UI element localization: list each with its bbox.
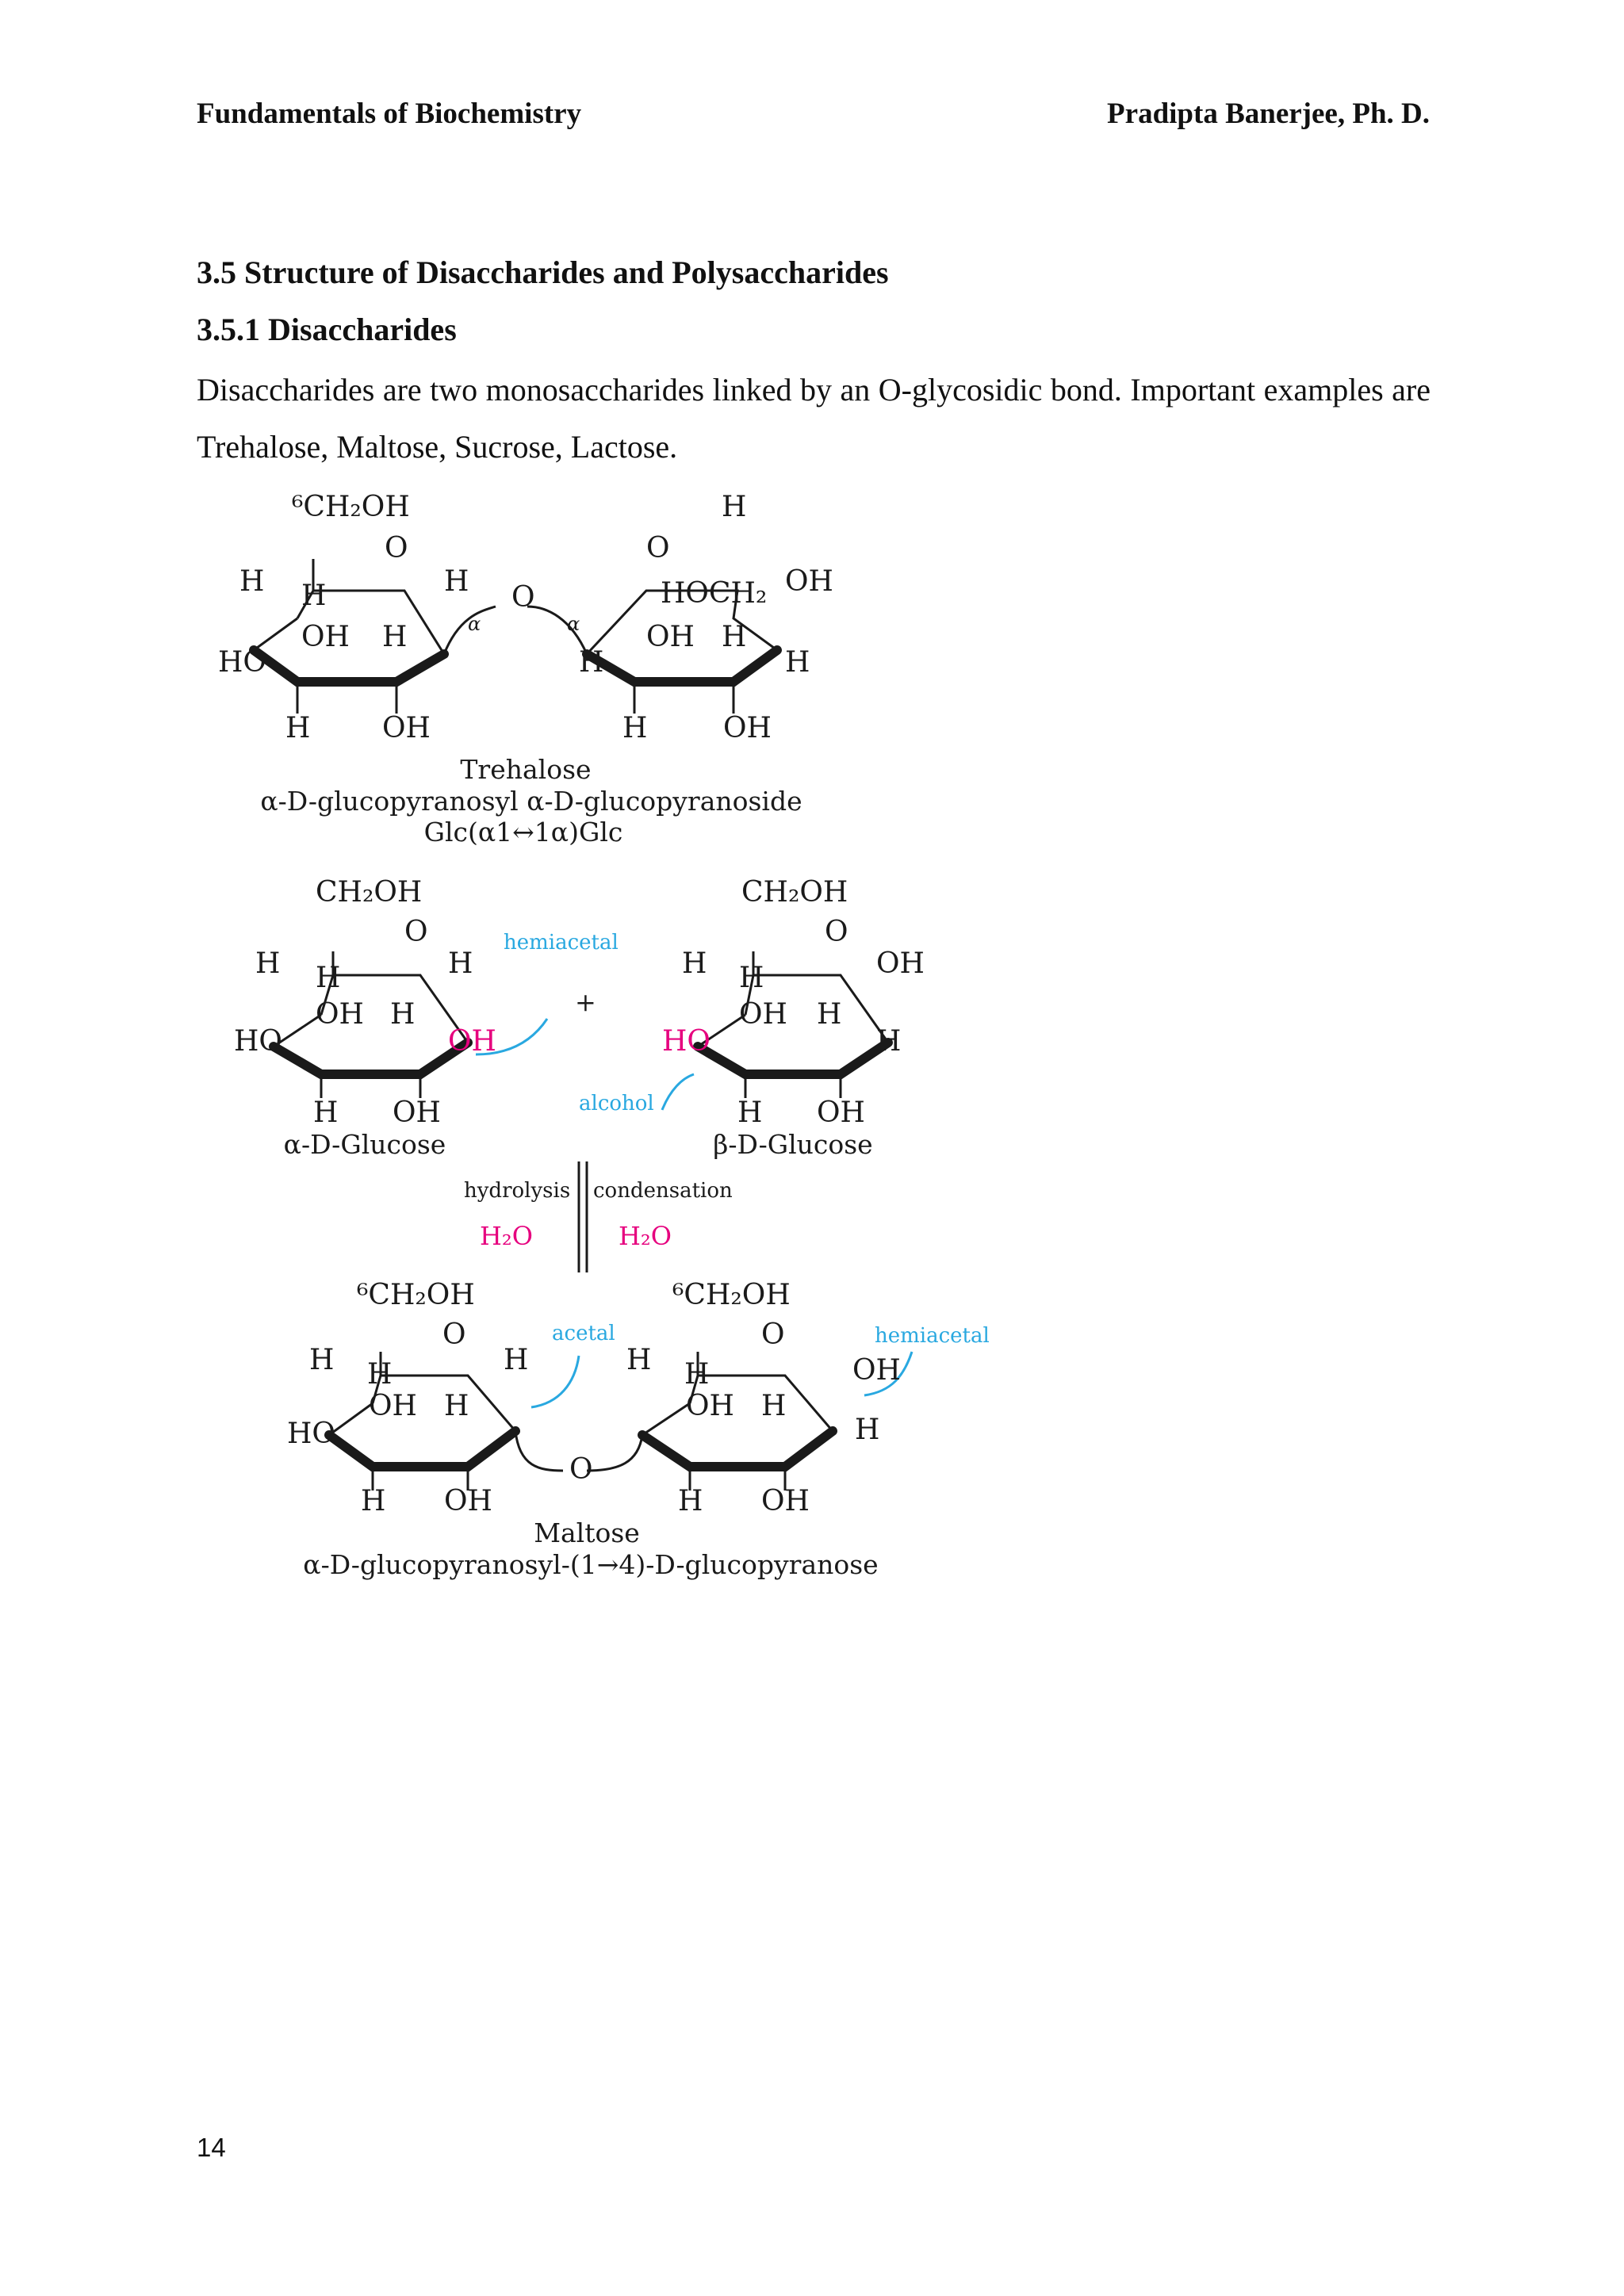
trehalose-left-ho: HO	[218, 646, 266, 679]
alpha-glucose-h2: H	[316, 962, 341, 994]
page-number: 14	[197, 2133, 226, 2162]
trehalose-alpha-left: α	[468, 613, 481, 635]
maltose-left-h2: H	[367, 1358, 393, 1391]
alpha-glucose-ho: HO	[234, 1025, 282, 1058]
trehalose-right-oh3: OH	[723, 712, 772, 744]
trehalose-right-h4: H	[785, 646, 810, 679]
maltose-right-h2: H	[684, 1358, 710, 1391]
maltose-right-ch2oh: ⁶CH₂OH	[672, 1279, 791, 1311]
beta-glucose-ring-o: O	[825, 916, 848, 948]
water-left: H₂O	[480, 1221, 533, 1251]
maltose-right-oh3: OH	[761, 1485, 810, 1517]
condensation-label: condensation	[593, 1179, 733, 1203]
beta-glucose-ch2oh: CH₂OH	[741, 876, 848, 909]
beta-glucose-h5: H	[737, 1096, 763, 1129]
beta-glucose-name: β-D-Glucose	[713, 1129, 873, 1160]
maltose-left-ring-o: O	[442, 1318, 466, 1351]
running-header-title: Fundamentals of Biochemistry	[197, 98, 582, 130]
trehalose-abbreviation: Glc(α1↔1α)Glc	[423, 817, 623, 848]
trehalose-alpha-right: α	[567, 613, 580, 635]
trehalose-left-h3: H	[444, 565, 469, 598]
plus-sign: +	[575, 987, 596, 1017]
maltose-left-ch2oh: ⁶CH₂OH	[357, 1279, 475, 1311]
maltose-systematic-name: α-D-glucopyranosyl-(1→4)-D-glucopyranose	[303, 1549, 879, 1580]
maltose-right-h4: H	[855, 1414, 880, 1446]
beta-glucose-oh: OH	[876, 947, 925, 980]
beta-glucose-oh2: OH	[739, 998, 787, 1031]
maltose-left-h5: H	[361, 1485, 386, 1517]
trehalose-left-ch2oh: ⁶CH₂OH	[292, 491, 410, 523]
trehalose-left-h5: H	[285, 712, 311, 744]
maltose-left-oh2: OH	[444, 1485, 492, 1517]
trehalose-right-h2: H	[722, 621, 747, 653]
trehalose-left-ring-o: O	[385, 532, 408, 564]
maltose-right-ring-o: O	[761, 1318, 785, 1351]
trehalose-right-h5: H	[622, 712, 648, 744]
trehalose-right-oh2: OH	[646, 621, 695, 653]
maltose-left-h4: H	[444, 1390, 469, 1422]
trehalose-left-h4: H	[382, 621, 408, 653]
maltose-bridge-o: O	[569, 1453, 593, 1486]
beta-glucose-ho: HO	[662, 1025, 710, 1058]
maltose-hemiacetal-label: hemiacetal	[875, 1324, 990, 1348]
trehalose-left-oh2: OH	[382, 712, 431, 744]
trehalose-left-h2: H	[301, 580, 327, 612]
trehalose-name: Trehalose	[460, 754, 592, 785]
body-paragraph: Disaccharides are two monosaccharides linked by an O-glycosidic bond. Important examples are Trehalose, Maltose, Sucrose, Lactose.	[197, 372, 1431, 465]
hemiacetal-label: hemiacetal	[504, 931, 619, 955]
hydrolysis-label: hydrolysis	[464, 1179, 571, 1203]
beta-glucose-oh3: OH	[817, 1096, 865, 1129]
alpha-glucose-ch2oh: CH₂OH	[316, 876, 423, 909]
beta-glucose-h3: H	[817, 998, 842, 1031]
beta-glucose-h1: H	[682, 947, 707, 980]
maltose-left-h3: H	[504, 1344, 529, 1376]
alpha-glucose-oh: OH	[316, 998, 364, 1031]
alpha-glucose-h4: H	[390, 998, 416, 1031]
trehalose-hoch2: HOCH₂	[661, 577, 768, 610]
alpha-glucose-anomeric-oh: OH	[448, 1025, 496, 1058]
acetal-label: acetal	[552, 1322, 615, 1345]
trehalose-right-top-h: H	[722, 491, 747, 523]
alpha-glucose-ring-o: O	[404, 916, 428, 948]
disaccharide-structures	[206, 488, 999, 1621]
alpha-glucose-h5: H	[313, 1096, 339, 1129]
maltose-right-h5: H	[678, 1485, 703, 1517]
maltose-right-h1: H	[626, 1344, 652, 1376]
beta-glucose-h2: H	[739, 962, 764, 994]
trehalose-systematic-name: α-D-glucopyranosyl α-D-glucopyranoside	[260, 786, 802, 817]
alcohol-label: alcohol	[579, 1092, 654, 1115]
trehalose-right-h3: H	[579, 646, 604, 679]
maltose-right-h3: H	[761, 1390, 787, 1422]
trehalose-left-oh: OH	[301, 621, 350, 653]
beta-glucose-h4: H	[876, 1025, 902, 1058]
maltose-left-oh: OH	[369, 1390, 417, 1422]
trehalose-right-ring-o: O	[646, 532, 670, 564]
maltose-name: Maltose	[534, 1517, 640, 1548]
disaccharide-figure	[206, 488, 999, 1621]
alpha-glucose-h3: H	[448, 947, 473, 980]
maltose-left-ho: HO	[287, 1418, 335, 1450]
trehalose-bridge-o: O	[511, 581, 535, 614]
maltose-right-oh2: OH	[686, 1390, 734, 1422]
maltose-right-oh: OH	[852, 1354, 901, 1387]
maltose-left-h1: H	[309, 1344, 335, 1376]
alpha-glucose-h1: H	[255, 947, 281, 980]
water-right: H₂O	[619, 1221, 672, 1251]
trehalose-right-oh: OH	[785, 565, 833, 598]
running-header-author: Pradipta Banerjee, Ph. D.	[1107, 98, 1430, 130]
trehalose-left-h: H	[239, 565, 265, 598]
section-heading: 3.5 Structure of Disaccharides and Polysaccharides	[197, 254, 889, 290]
alpha-glucose-name: α-D-Glucose	[283, 1129, 446, 1160]
alpha-glucose-oh2: OH	[393, 1096, 441, 1129]
subsection-heading: 3.5.1 Disaccharides	[197, 312, 457, 347]
